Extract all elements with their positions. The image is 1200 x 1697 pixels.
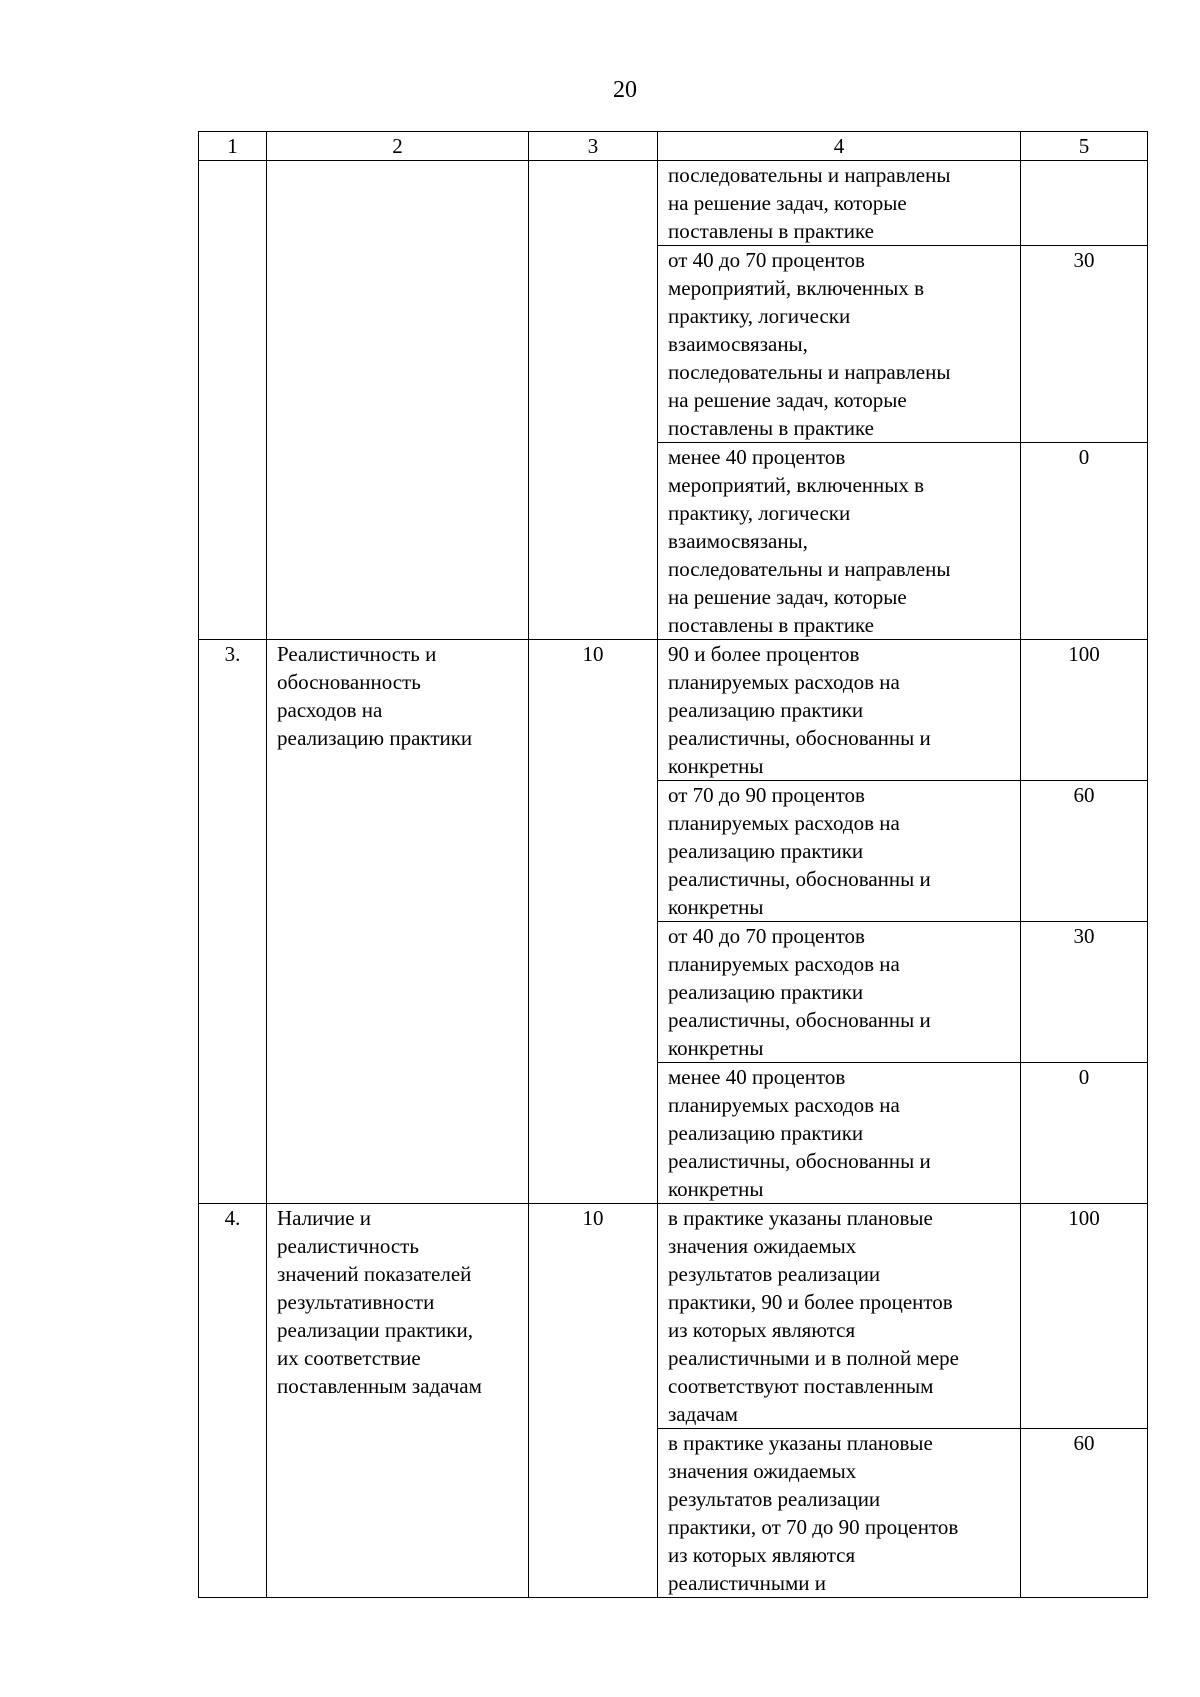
criterion-name: Реалистичность и обоснованность расходов на реализацию практики: [267, 640, 529, 1204]
score-value: 30: [1021, 922, 1148, 1063]
score-value: [1021, 161, 1148, 246]
score-condition: менее 40 процентов мероприятий, включенных в практику, логически взаимосвязаны, последовательны и направлены на решение задач, которые поставлены в практике: [658, 443, 1021, 640]
header-cell-3: 3: [529, 132, 658, 161]
score-value: 100: [1021, 640, 1148, 781]
score-condition: в практике указаны плановые значения ожидаемых результатов реализации практики, 90 и более процентов из которых являются реалистичными и в полной мере соответствуют поставленным задачам: [658, 1204, 1021, 1429]
header-cell-4: 4: [658, 132, 1021, 161]
score-condition: от 40 до 70 процентов планируемых расходов на реализацию практики реалистичны, обоснованны и конкретны: [658, 922, 1021, 1063]
criterion-weight: [529, 161, 658, 640]
criterion-weight: 10: [529, 1204, 658, 1598]
criterion-name: [267, 161, 529, 640]
table-row: [199, 1204, 1148, 1429]
criterion-name: Наличие и реалистичность значений показателей результативности реализации практики, их соответствие поставленным задачам: [267, 1204, 529, 1598]
criteria-table: [198, 131, 1148, 1598]
page-number: 20: [613, 77, 637, 103]
score-condition: 90 и более процентов планируемых расходов на реализацию практики реалистичны, обоснованны и конкретны: [658, 640, 1021, 781]
score-condition: менее 40 процентов планируемых расходов на реализацию практики реалистичны, обоснованны и конкретны: [658, 1063, 1021, 1204]
score-value: 60: [1021, 781, 1148, 922]
score-value: 0: [1021, 1063, 1148, 1204]
score-condition: от 70 до 90 процентов планируемых расходов на реализацию практики реалистичны, обоснованны и конкретны: [658, 781, 1021, 922]
score-value: 60: [1021, 1429, 1148, 1598]
table-row: [199, 161, 1148, 246]
score-condition: последовательны и направлены на решение задач, которые поставлены в практике: [658, 161, 1021, 246]
score-condition: в практике указаны плановые значения ожидаемых результатов реализации практики, от 70 до 90 процентов из которых являются реалистичными и: [658, 1429, 1021, 1598]
table-row: [199, 640, 1148, 781]
criterion-weight: 10: [529, 640, 658, 1204]
criterion-number: 3.: [199, 640, 267, 1204]
header-cell-5: 5: [1021, 132, 1148, 161]
score-value: 30: [1021, 246, 1148, 443]
header-cell-1: 1: [199, 132, 267, 161]
criterion-number: [199, 161, 267, 640]
score-condition: от 40 до 70 процентов мероприятий, включенных в практику, логически взаимосвязаны, последовательны и направлены на решение задач, которые поставлены в практике: [658, 246, 1021, 443]
score-value: 0: [1021, 443, 1148, 640]
table-header-row: [199, 132, 1148, 161]
header-cell-2: 2: [267, 132, 529, 161]
score-value: 100: [1021, 1204, 1148, 1429]
criterion-number: 4.: [199, 1204, 267, 1598]
